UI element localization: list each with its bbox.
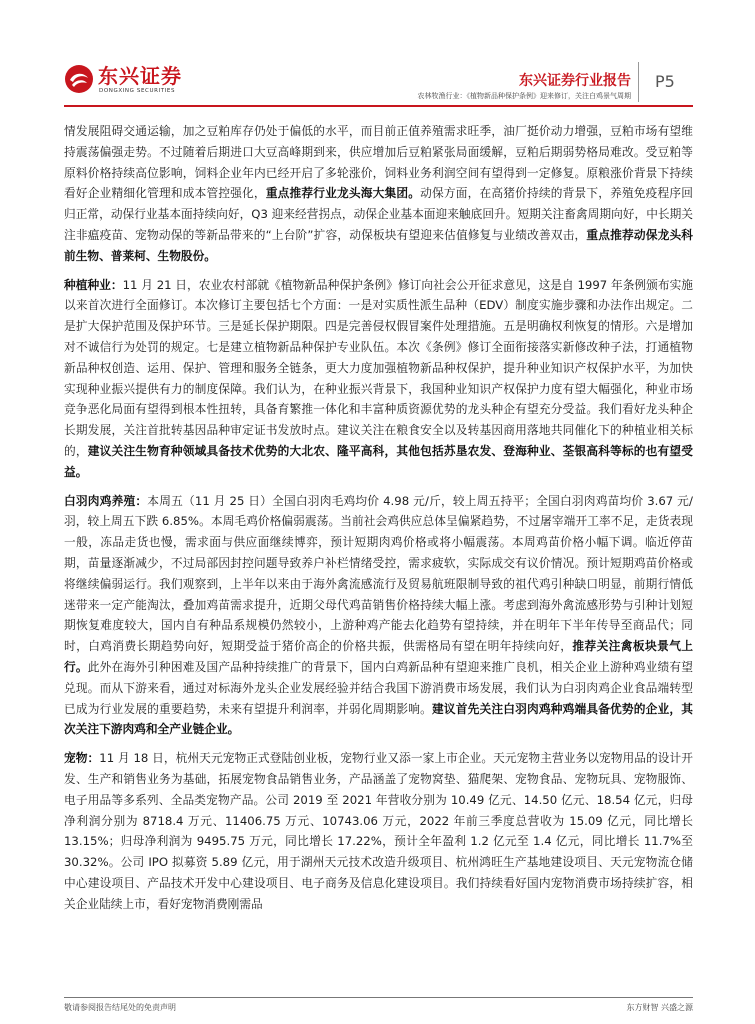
paragraph-p4 bbox=[64, 748, 693, 914]
bold-text: 推荐关注禽板块景气上行。 bbox=[64, 639, 693, 674]
body-text: 动保方面，在高猪价持续的背景下，养殖免疫程序回归正常，动保行业基本面持续向好，Q3 迎来经营拐点，动保企业基本面迎来触底回升。短期关注畜禽周期向好，中长期关注非瘟疫苗、宠物动保的等新品带来的“上台阶”扩容，动保板块有望迎来估值修复与业绩改善双击， bbox=[64, 186, 693, 242]
bold-text: 宠物： bbox=[64, 751, 100, 766]
report-body bbox=[64, 121, 693, 922]
paragraph-p1 bbox=[64, 121, 693, 267]
body-text: 11 月 18 日，杭州天元宠物正式登陆创业板，宠物行业又添一家上市企业。天元宠物主营业务以宠物用品的设计开发、生产和销售业务为基础，拓展宠物食品销售业务，产品涵盖了宠物窝垫、猫爬架、宠物食品、宠物玩具、宠物服饰、电子用品等多系列、全品类宠物产品。公司 2019 至 2021 年营收分别为 10.49 亿元、14.50 亿元、18.54 亿元，归母净利润分别为 8718.4 万元、11406.75 万元、10743.06 万元，2022 年前三季度总营收为 15.09 亿元，同比增长 13.15%；归母净利润为 9495.75 万元，同比增长 17.22%，预计全年盈利 1.2 亿元至 1.4 亿元，同比增长 11.7%至 30.32%。公司 IPO 拟募资 5.89 亿元，用于湖州天元技术改造升级项目、杭州鸿旺生产基地建设项目、天元宠物流仓储中心建设项目、产品技术开发中心建设项目、电子商务及信息化建设项目。我们持续看好国内宠物消费市场持续扩容，相关企业陆续上市，看好宠物消费刚需品 bbox=[64, 751, 693, 911]
paragraph-p3 bbox=[64, 491, 693, 741]
bold-text: 种植种业： bbox=[64, 277, 123, 292]
bold-text: 白羽肉鸡养殖： bbox=[64, 493, 148, 508]
report-subtitle: 农林牧渔行业：《植物新品种保护条例》迎来修订，关注白鸡景气周期 bbox=[417, 92, 631, 100]
company-logo bbox=[64, 64, 194, 98]
logo-name-en: DONGXING SECURITIES bbox=[99, 88, 176, 94]
body-text: 本周五（11 月 25 日）全国白羽肉毛鸡均价 4.98 元/斤，较上周五持平；全国白羽肉鸡苗均价 3.67 元/羽，较上周五下跌 6.85%。本周毛鸡价格偏弱震荡。当前社会鸡供应总体呈偏紧趋势，不过屠宰端开工率不足，走货表现一般，冻品走货也慢，需求面与供应面继续博弈，预计短期肉鸡价格或将小幅震荡。本周鸡苗价格小幅下调。临近停苗期，苗量逐渐减少，不过局部因封控问题导致养户补栏情绪受控，需求疲软，实际成交有议价情况。预计短期鸡苗价格或将继续偏弱运行。我们观察到，上半年以来由于海外禽流感流行及贸易航班限制导致的祖代鸡引种缺口明显，前期行情低迷带来一定产能淘汰，叠加鸡苗需求提升，近期父母代鸡苗销售价格持续大幅上涨。考虑到海外禽流感形势与引种计划短期恢复难度较大，国内自有种品系规模仍然较小，上游种鸡产能去化趋势有望持续，并在明年下半年传导至商品代；同时，白鸡消费长期趋势向好，短期受益于猪价高企的价格共振，供需格局有望在明年持续向好， bbox=[64, 493, 693, 654]
body-text: 此外在海外引种困难及国产品种持续推广的背景下，国内白鸡新品种有望迎来推广良机，相关企业上游种鸡业绩有望兑现。而从下游来看，通过对标海外龙头企业发展经验并结合我国下游消费市场发展，我们认为白羽肉鸡企业食品端转型已成为行业发展的重要趋势，未来有望提升利润率，并弱化周期影响。 bbox=[64, 659, 693, 716]
body-text: 11 月 21 日，农业农村部就《植物新品种保护条例》修订向社会公开征求意见，这是自 1997 年条例颁布实施以来首次进行全面修订。本次修订主要包括七个方面：一是对实质性派生品种（EDV）制度实施步骤和办法作出规定。二是扩大保护范围及保护环节。三是延长保护期限。四是完善侵权假冒案件处理措施。五是明确权利恢复的情形。六是增加对不诚信行为处罚的规定。七是建立植物新品种保护专业队伍。本次《条例》修订全面衔接落实新修改种子法，打通植物新品种权创造、运用、保护、管理和服务全链条，更大力度加强植物新品种权保护，提升种业知识产权保护水平，为加快实现种业振兴提供有力的制度保障。我们认为，在种业振兴背景下，我国种业知识产权保护力度有望大幅强化，种业市场竞争恶化局面有望得到根本性扭转，具备育繁推一体化和丰富种质资源优势的龙头种企有望充分受益。我们看好龙头种企长期发展，关注首批转基因品种审定证书发放时点。建议关注在粮食安全以及转基因商用落地共同催化下的种植业相关标的， bbox=[64, 277, 693, 458]
bold-text: 建议首先关注白羽肉鸡种鸡端具备优势的企业，其次关注下游肉鸡和全产业链企业。 bbox=[64, 701, 693, 737]
paragraph-p2 bbox=[64, 275, 693, 483]
body-text: 情发展阻碍交通运输，加之豆粕库存仍处于偏低的水平，而目前正值养殖需求旺季，油厂挺价动力增强，豆粕市场有望维持震荡偏强走势。不过随着后期进口大豆高峰期到来，供应增加后豆粕紧张局面缓解，豆粕后期弱势格局难改。受豆粕等原料价格持续高位影响，饲料企业年内已经开启了多轮涨价，饲料业务利润空间有望得到一定修复。原粮涨价背景下持续看好企业精细化管理和成本管控强化， bbox=[64, 124, 693, 201]
header-divider bbox=[638, 62, 639, 102]
report-title: 东兴证券行业报告 bbox=[519, 73, 631, 89]
page-number: P5 bbox=[655, 72, 675, 91]
bold-text: 重点推荐动保龙头科前生物、普莱柯、生物股份。 bbox=[64, 227, 693, 263]
bold-text: 建议关注生物育种领域具备技术优势的大北农、隆平高科，其他包括苏垦农发、登海种业、荃银高科等标的也有望受益。 bbox=[64, 443, 693, 479]
header-rule bbox=[64, 105, 693, 107]
footer-rule bbox=[64, 997, 693, 998]
logo-name-cn: 东兴证券 bbox=[98, 64, 182, 88]
page-header bbox=[0, 0, 755, 110]
logo-mark-icon bbox=[64, 64, 94, 94]
bold-text: 重点推荐行业龙头海大集团。 bbox=[265, 186, 421, 201]
footer-disclaimer: 敬请参阅报告结尾处的免责声明 bbox=[64, 1003, 176, 1012]
footer-slogan: 东方财智 兴盛之源 bbox=[626, 1003, 693, 1012]
